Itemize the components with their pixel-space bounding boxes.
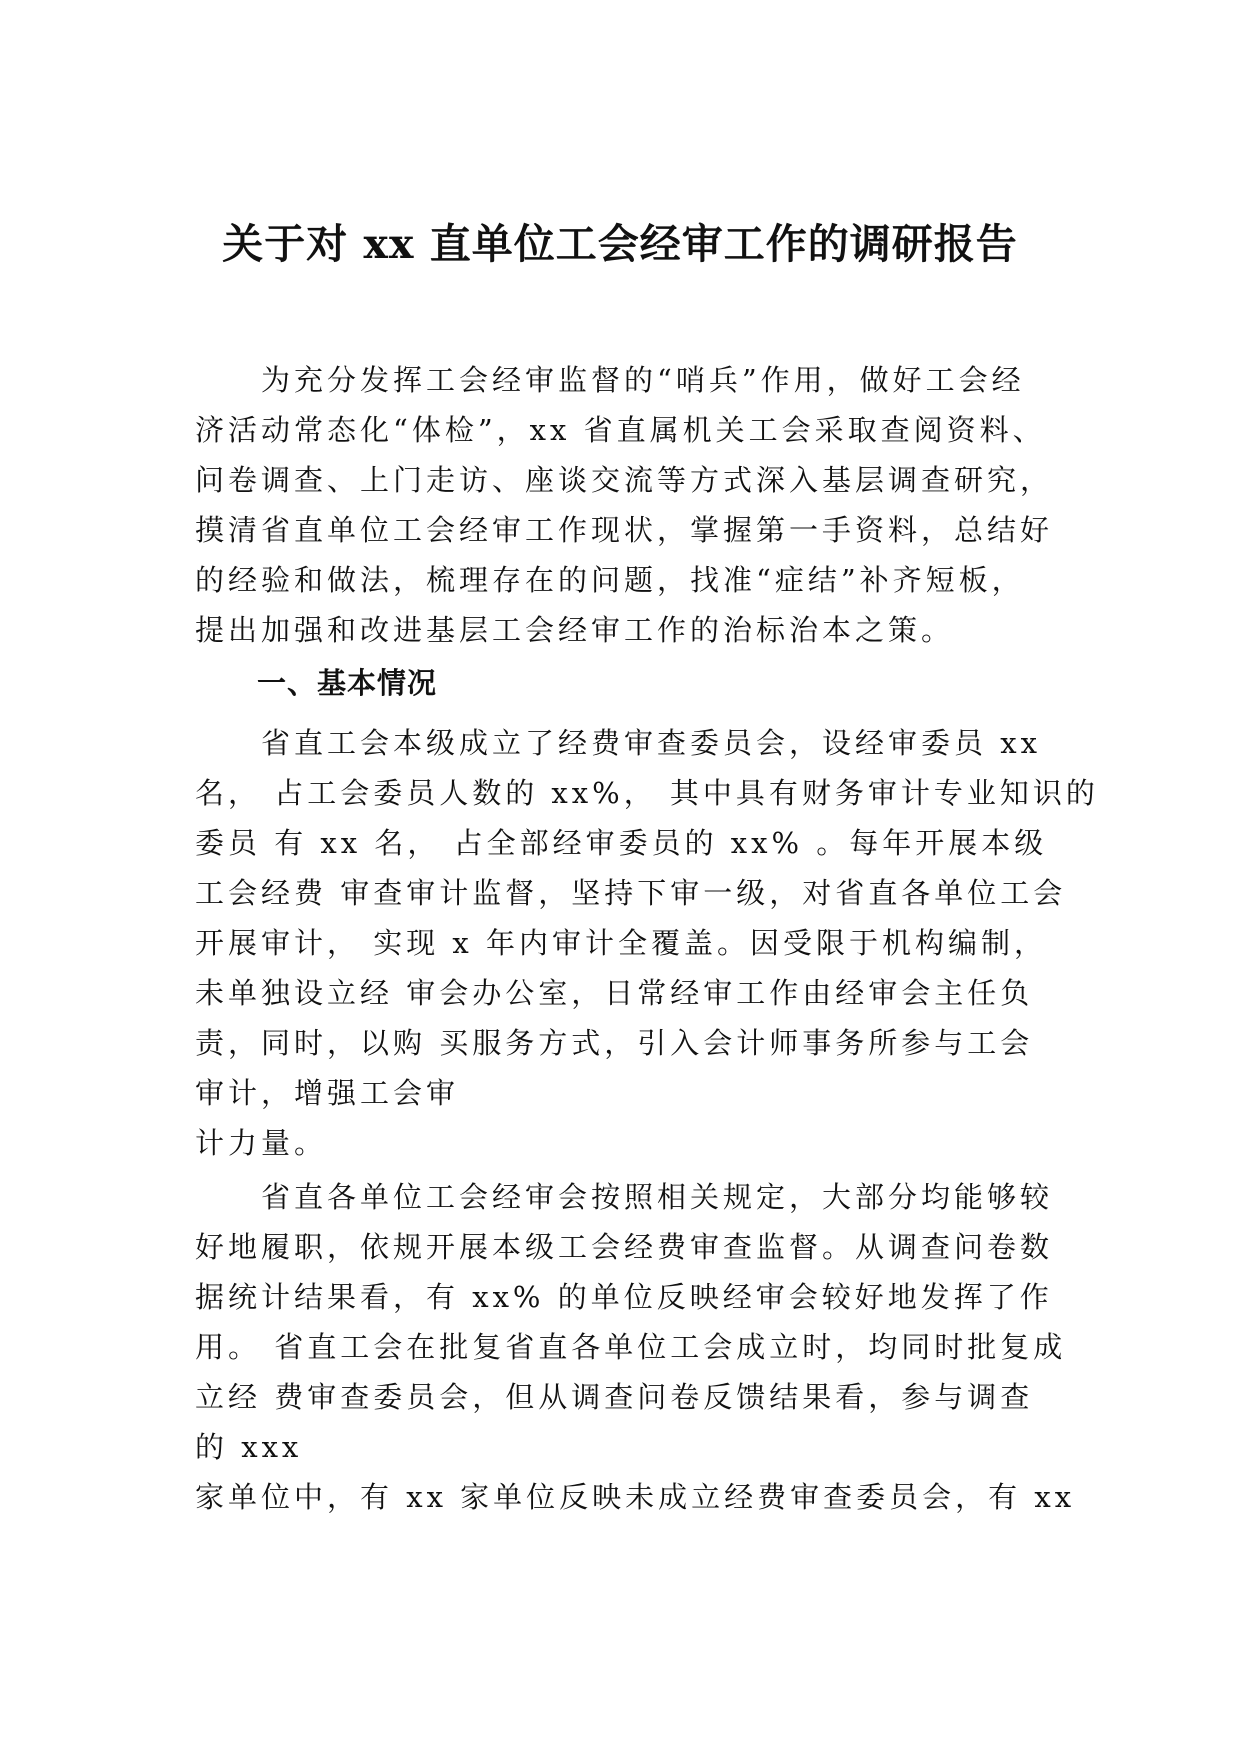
paragraph-line: 的 xxx: [195, 1430, 303, 1464]
paragraph-line: 立经 费审查委员会，但从调查问卷反馈结果看，参与调查: [195, 1380, 1034, 1414]
section-heading-basic-situation: 一、基本情况: [257, 666, 438, 700]
basic-situation-paragraph-2: [195, 1172, 1076, 1522]
paragraph-line: 好地履职，依规开展本级工会经费审查监督。从调查问卷数: [195, 1230, 1054, 1264]
intro-paragraph: [195, 355, 1065, 655]
paragraph-line: 用。 省直工会在批复省直各单位工会成立时，均同时批复成: [195, 1330, 1067, 1364]
paragraph-line: 责，同时，以购 买服务方式，引入会计师事务所参与工会: [195, 1026, 1034, 1060]
paragraph-line: 工会经费 审查审计监督，坚持下审一级，对省直各单位工会: [195, 876, 1067, 910]
paragraph-line: 计力量。: [195, 1126, 328, 1160]
paragraph-line: 家单位中，有 xx 家单位反映未成立经费审查委员会，有 xx: [195, 1480, 1076, 1514]
paragraph-line: 名， 占工会委员人数的 xx%， 其中具有财务审计专业知识的: [195, 776, 1099, 810]
paragraph-line: 的经验和做法，梳理存在的问题，找准“症结”补齐短板，: [195, 563, 1025, 597]
paragraph-line: 提出加强和改进基层工会经审工作的治标治本之策。: [195, 613, 955, 647]
paragraph-line: 审计，增强工会审: [195, 1076, 460, 1110]
paragraph-line: 为充分发挥工会经审监督的“哨兵”作用，做好工会经: [261, 363, 1025, 397]
basic-situation-paragraph-1: [195, 718, 1099, 1168]
paragraph-line: 开展审计， 实现 x 年内审计全覆盖。因受限于机构编制，: [195, 926, 1048, 960]
paragraph-line: 委员 有 xx 名， 占全部经审委员的 xx% 。每年开展本级: [195, 826, 1048, 860]
paragraph-line: 未单独设立经 审会办公室，日常经审工作由经审会主任负: [195, 976, 1034, 1010]
paragraph-line: 据统计结果看，有 xx% 的单位反映经审会较好地发挥了作: [195, 1280, 1053, 1314]
paragraph-line: 摸清省直单位工会经审工作现状，掌握第一手资料，总结好: [195, 513, 1054, 547]
paragraph-line: 济活动常态化“体检”，xx 省直属机关工会采取查阅资料、: [195, 413, 1046, 447]
paragraph-line: 问卷调查、上门走访、座谈交流等方式深入基层调查研究，: [195, 463, 1054, 497]
paragraph-line: 省直各单位工会经审会按照相关规定，大部分均能够较: [261, 1180, 1054, 1214]
document-title: 关于对 xx 直单位工会经审工作的调研报告: [222, 220, 1018, 268]
paragraph-line: 省直工会本级成立了经费审查委员会，设经审委员 xx: [261, 726, 1041, 760]
